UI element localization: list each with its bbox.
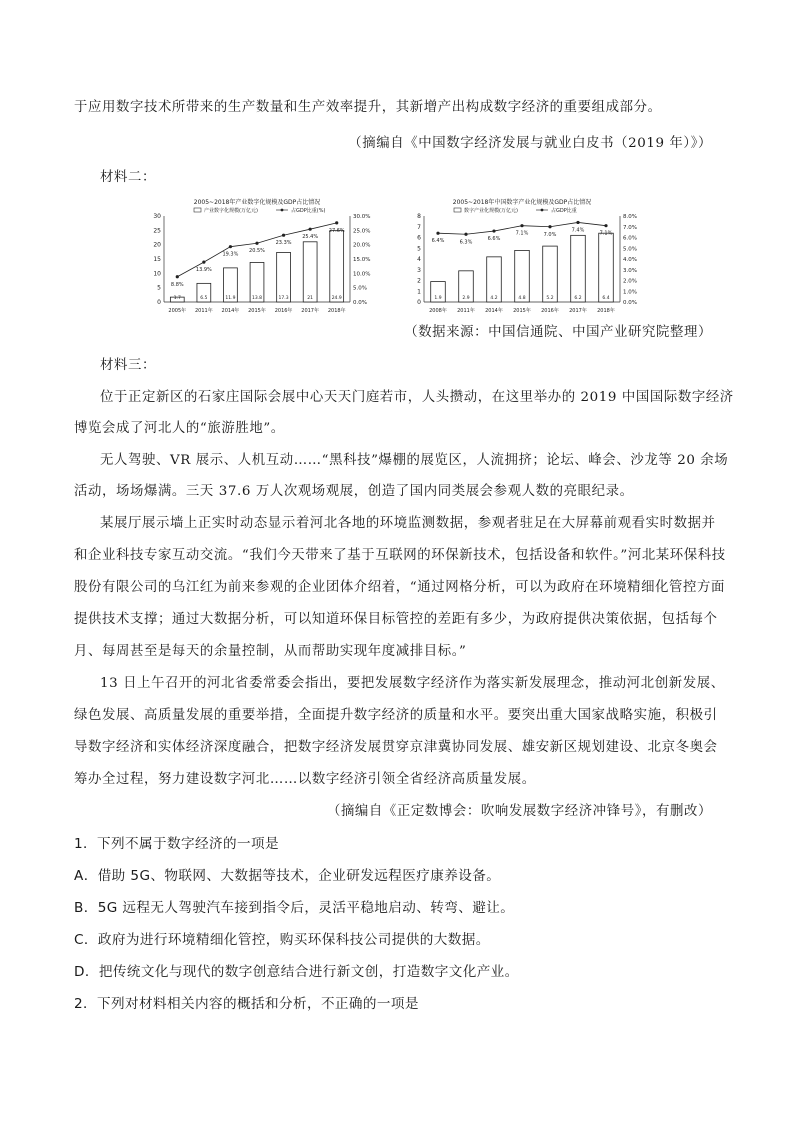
bar-value-label: 21	[307, 296, 314, 301]
paragraph-line: 筹办全过程，努力建设数字河北……以数字经济引领全省经济高质量发展。	[74, 772, 536, 787]
line-value-label: 7.0%	[543, 231, 557, 238]
legend-line-marker	[281, 209, 284, 212]
y-tick-label: 20	[153, 241, 161, 249]
x-tick-label: 2018年	[327, 308, 346, 314]
line-point	[548, 225, 551, 228]
y-tick-label: 25	[153, 227, 161, 235]
paragraph-line: 13 日上午召开的河北省委常委会指出，要把发展数字经济作为落实新发展理念，推动河北创新发展、	[100, 676, 725, 691]
source-citation: （数据来源：中国信通院、中国产业研究院整理）	[404, 325, 712, 340]
line-point	[492, 229, 495, 232]
x-tick-label: 2014年	[485, 308, 503, 314]
line-point	[520, 224, 523, 227]
bar-value-label: 1.7	[173, 296, 181, 301]
line-value-label: 7.1%	[599, 230, 613, 237]
question-1-option-b: B．5G 远程无人驾驶汽车接到指令后，灵活平稳地启动、转弯、避让。	[74, 900, 515, 916]
bar	[277, 252, 291, 302]
x-tick-label: 2016年	[541, 308, 559, 314]
y2-tick-label: 0.0%	[353, 300, 367, 306]
y2-tick-label: 4.0%	[623, 257, 637, 263]
paragraph-line: 活动，场场爆满。三天 37.6 万人次观场观展，创造了国内同类展会参观人数的亮眼纪录。	[74, 484, 634, 499]
question-1: 1．下列不属于数字经济的一项是	[74, 836, 279, 852]
bar-value-label: 6.2	[574, 296, 582, 301]
line-value-label: 23.3%	[275, 240, 292, 247]
y2-tick-label: 15.0%	[353, 257, 371, 263]
paragraph-line: 博览会成了河北人的“旅游胜地”。	[74, 421, 285, 436]
y-tick-label: 7	[417, 223, 421, 231]
x-tick-label: 2015年	[513, 308, 531, 314]
y-tick-label: 1	[417, 288, 421, 296]
y-tick-label: 15	[153, 256, 161, 263]
paragraph-line: 无人驾驶、VR 展示、人机互动……“黑科技”爆棚的展览区，人流拥挤；论坛、峰会、沙龙等 20 余场	[100, 453, 729, 468]
y2-tick-label: 6.0%	[623, 235, 637, 242]
source-citation: （摘编自《中国数字经济发展与就业白皮书（2019 年）》）	[348, 136, 712, 151]
chart-digital-industrialization	[400, 196, 650, 316]
x-tick-label: 2008年	[429, 308, 447, 314]
x-tick-label: 2014年	[221, 308, 240, 314]
paragraph-line: 和企业科技专家互动交流。“我们今天带来了基于互联网的环保新技术，包括设备和软件。”河北某环保科技	[74, 548, 726, 563]
paragraph-line: 导数字经济和实体经济深度融合，把数字经济发展贯穿京津冀协同发展、雄安新区规划建设、北京冬奥会	[74, 740, 718, 755]
line-value-label: 20.5%	[249, 248, 265, 255]
line-point	[576, 221, 579, 224]
bar	[330, 231, 344, 302]
bar-value-label: 4.2	[490, 296, 498, 301]
source-citation: （摘编自《正定数博会：吹响发展数字经济冲锋号》，有删改）	[326, 804, 712, 819]
y-tick-label: 0	[417, 299, 421, 306]
y-tick-label: 0	[157, 299, 161, 306]
legend-line-marker	[541, 209, 544, 212]
line-point	[436, 232, 439, 235]
question-2: 2．下列对材料相关内容的概括和分析，不正确的一项是	[74, 996, 419, 1012]
line-value-label: 19.3%	[222, 251, 239, 258]
legend-line-label: 占GDP比重	[551, 208, 577, 214]
question-1-option-d: D．把传统文化与现代的数字创意结合进行新文创，打造数字文化产业。	[74, 964, 519, 980]
bar-value-label: 4.8	[518, 296, 526, 301]
x-tick-label: 2011年	[194, 308, 213, 314]
legend-bar-label: 产业数字化规模(万亿元)	[204, 208, 258, 214]
chart-industry-digitalization	[140, 196, 380, 316]
y2-tick-label: 25.0%	[353, 228, 371, 235]
bar	[303, 242, 317, 302]
x-tick-label: 2011年	[457, 308, 475, 314]
y2-tick-label: 3.0%	[623, 267, 637, 274]
line-point	[229, 245, 232, 248]
y2-tick-label: 10.0%	[353, 271, 371, 278]
line-point	[335, 221, 338, 224]
line-point	[176, 275, 179, 278]
bar-value-label: 11.9	[225, 296, 236, 301]
y-tick-label: 2	[417, 277, 421, 285]
x-tick-label: 2017年	[569, 308, 587, 314]
material-label: 材料二：	[100, 170, 156, 185]
paragraph-line: 提供技术支撑；通过大数据分析，可以知道环保目标管控的差距有多少，为政府提供决策依据，包括每个	[74, 612, 718, 627]
y2-tick-label: 5.0%	[623, 246, 637, 253]
y2-tick-label: 20.0%	[353, 242, 371, 249]
bar-value-label: 6.5	[200, 296, 208, 301]
line-value-label: 6.3%	[459, 239, 473, 246]
chart-title: 2005~2018年中国数字产业化规模及GDP占比情况	[452, 199, 592, 206]
line-point	[202, 261, 205, 264]
line-point	[282, 234, 285, 237]
y-tick-label: 5	[417, 245, 421, 253]
line-value-label: 6.6%	[487, 236, 501, 243]
bar-value-label: 1.9	[434, 296, 442, 301]
y2-tick-label: 0.0%	[623, 300, 637, 306]
y-tick-label: 5	[157, 284, 161, 292]
line-value-label: 7.1%	[515, 230, 529, 237]
line-value-label: 8.8%	[170, 281, 184, 288]
bar	[543, 246, 558, 302]
line-value-label: 6.4%	[431, 238, 445, 245]
line-point	[309, 228, 312, 231]
legend-bar-swatch	[194, 208, 201, 212]
bar-value-label: 13.8	[251, 296, 263, 301]
y2-tick-label: 2.0%	[623, 278, 637, 285]
y2-tick-label: 1.0%	[623, 289, 637, 296]
bar-value-label: 5.2	[546, 296, 554, 301]
y-tick-label: 10	[153, 270, 161, 278]
legend-line-label: 占GDP比重(%)	[291, 208, 326, 214]
bar	[571, 235, 586, 302]
y-tick-label: 4	[417, 256, 421, 263]
chart-title: 2005~2018年产业数字化规模及GDP占比情况	[193, 199, 321, 206]
bar	[599, 230, 614, 302]
legend-bar-label: 数字产业化规模(万亿元)	[464, 208, 518, 214]
line-value-label: 27.6%	[328, 227, 345, 234]
y2-tick-label: 8.0%	[623, 214, 637, 220]
bar-value-label: 2.9	[462, 296, 470, 301]
x-tick-label: 2017年	[301, 308, 320, 314]
y-tick-label: 3	[417, 266, 421, 274]
question-1-option-c: C．政府为进行环境精细化管控，购买环保科技公司提供的大数据。	[74, 932, 490, 948]
line-point	[255, 242, 258, 245]
paragraph-line: 于应用数字技术所带来的生产数量和生产效率提升，其新增产出构成数字经济的重要组成部分。	[74, 100, 662, 115]
bar-value-label: 24.9	[331, 296, 342, 301]
paragraph-line: 月、每周甚至是每天的余量控制，从而帮助实现年度减排目标。”	[74, 644, 467, 659]
line-point	[604, 224, 607, 227]
bar	[515, 250, 530, 302]
y2-tick-label: 5.0%	[353, 285, 367, 292]
x-tick-label: 2016年	[274, 308, 293, 314]
paragraph-line: 位于正定新区的石家庄国际会展中心天天门庭若市，人头攒动，在这里举办的 2019 中国国际数字经济	[100, 390, 734, 405]
legend-bar-swatch	[454, 208, 461, 212]
y2-tick-label: 7.0%	[623, 224, 637, 231]
paragraph-line: 股份有限公司的乌江红为前来参观的企业团体介绍着，“通过网格分析，可以为政府在环境精细化管控方面	[74, 580, 726, 595]
question-1-option-a: A．借助 5G、物联网、大数据等技术，企业研发远程医疗康养设备。	[74, 868, 501, 884]
line-value-label: 25.4%	[302, 234, 319, 241]
x-tick-label: 2005年	[168, 308, 187, 314]
y-tick-label: 30	[153, 213, 161, 220]
x-tick-label: 2018年	[597, 308, 615, 314]
bar-value-label: 17.3	[278, 296, 289, 301]
line-value-label: 13.9%	[195, 267, 212, 274]
material-label: 材料三：	[100, 358, 156, 373]
x-tick-label: 2015年	[248, 308, 266, 314]
paragraph-line: 绿色发展、高质量发展的重要举措，全面提升数字经济的质量和水平。要突出重大国家战略实施，积极引	[74, 708, 718, 723]
y-tick-label: 8	[417, 213, 421, 220]
y2-tick-label: 30.0%	[353, 214, 371, 220]
line-point	[464, 233, 467, 236]
y-tick-label: 6	[417, 234, 421, 242]
bar-value-label: 6.4	[602, 296, 610, 301]
line-value-label: 7.4%	[571, 227, 585, 234]
paragraph-line: 某展厅展示墙上正实时动态显示着河北各地的环境监测数据，参观者驻足在大屏幕前观看实时数据并	[100, 516, 716, 531]
